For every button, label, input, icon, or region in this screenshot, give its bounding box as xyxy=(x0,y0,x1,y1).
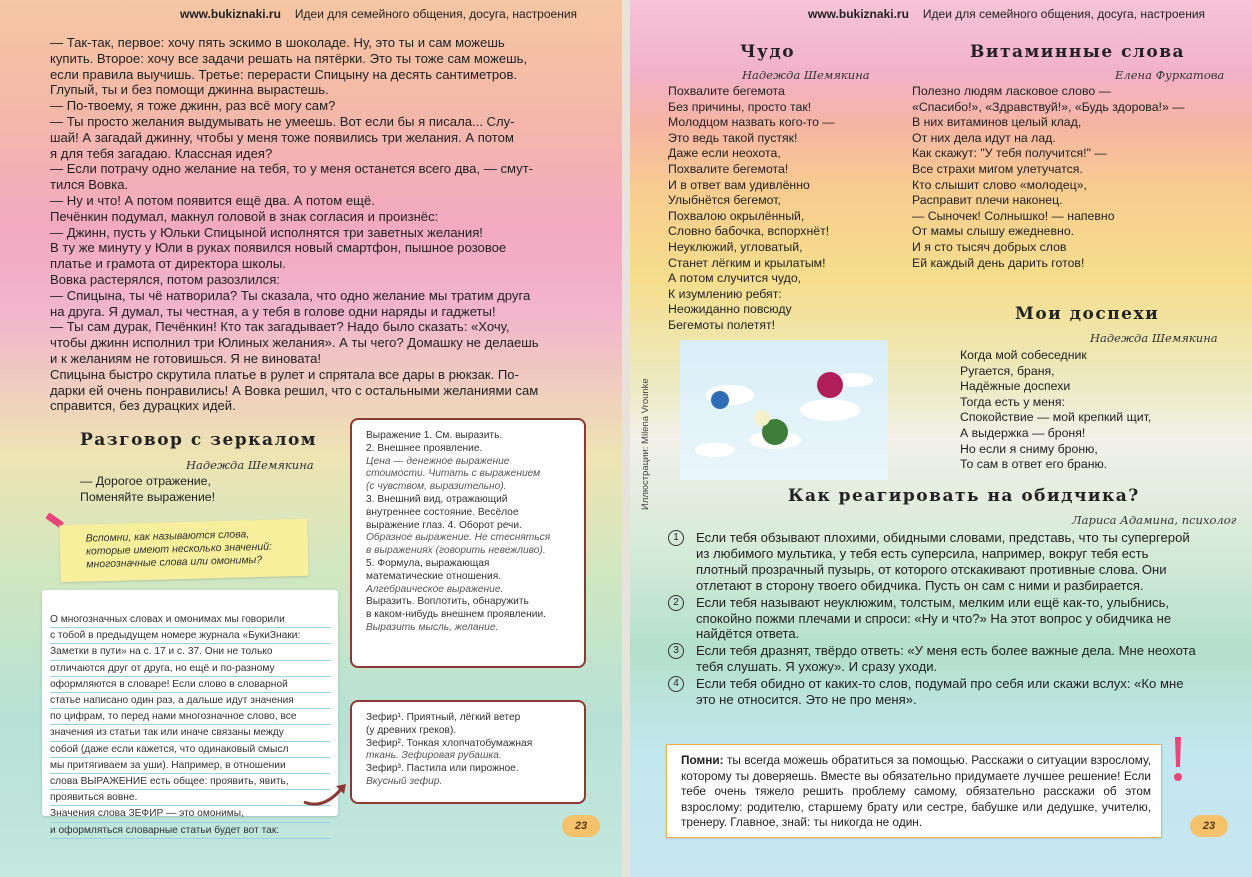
story-line: В ту же минуту у Юли в руках появился новый смартфон, пышное розовое xyxy=(50,240,507,256)
dictionary-frame-zefir xyxy=(350,700,586,804)
notebook-line: статье написано один раз, а дальше идут значения xyxy=(50,693,330,709)
notebook-text xyxy=(50,612,330,839)
poem-chudo-title: Чудо xyxy=(740,42,796,62)
poem-line: Поменяйте выражение! xyxy=(80,489,216,504)
poem-line: Неожиданно повсюду xyxy=(668,302,792,317)
dictionary-line: 3. Внешний вид, отражающий xyxy=(366,493,508,505)
story-line: — Так-так, первое: хочу пять эскимо в шоколаде. Ну, это ты и сам можешь xyxy=(50,35,505,50)
poem-line: Словно бабочка, вспорхнёт! xyxy=(668,224,830,239)
poem-line: Молодцом назвать кого-то — xyxy=(668,115,835,130)
poem-line: То сам в ответ его браню. xyxy=(960,457,1108,472)
page-number-right: 23 xyxy=(1190,815,1228,837)
poem-line: Ей каждый день дарить готов! xyxy=(912,255,1085,270)
advice-text: Если тебя обидно от каких-то слов, подумай про себя или скажи вслух: «Ко мне это не относится. Это не про меня». xyxy=(696,676,1184,708)
story-line: — Спицына, ты чё натворила? Ты сказала, что одно желание мы тратим друга xyxy=(50,287,531,303)
poem-line: И я сто тысяч добрых слов xyxy=(912,239,1067,254)
poem-line: Кто слышит слово «молодец», xyxy=(912,177,1087,192)
flying-hippos-illustration xyxy=(680,340,888,480)
notebook-line: с тобой в предыдущем номере журнала «БукиЗнаки: xyxy=(50,628,330,644)
story-line: тился Вовка. xyxy=(50,177,129,193)
poem-line: Расправит плечи наконец. xyxy=(912,193,1063,208)
story-line: на друга. Я думал, ты честная, а у тебя в голове одни наряды и гаджеты! xyxy=(50,303,496,319)
notebook-line: значения из статьи так или иначе связаны между xyxy=(50,725,330,741)
poem-line: В них витаминов целый клад, xyxy=(912,115,1082,130)
notebook-line: слова ВЫРАЖЕНИЕ есть общее: проявить, явить, xyxy=(50,774,330,790)
advice-text: Если тебя обзывают плохими, обидными словами, представь, что ты супергерой из любимого мультика, у тебя есть суперсила, например, вокруг тебя есть плотный прозрачный пузырь, от которого отскакивают противные слова. Они отлетают в сторону твоего обидчика. Пусть он сам с ними и разбирается. xyxy=(696,530,1190,593)
dictionary-line: Зефир³. Пастила или пирожное. xyxy=(366,763,519,775)
poem-line: Спокойствие — мой крепкий щит, xyxy=(960,410,1152,425)
poem-line: Станет лёгким и крылатым! xyxy=(668,255,826,270)
story-line: если правила выучишь. Третье: перерасти Спицыну на десять сантиметров. xyxy=(50,66,518,82)
remember-text xyxy=(681,753,1151,831)
left-page xyxy=(0,0,622,877)
story-line: я для тебя загадаю. Классная идея? xyxy=(50,145,273,161)
poem-line: К изумлению ребят: xyxy=(668,286,782,301)
advice-item xyxy=(668,643,1196,675)
poem-armor-title: Мои доспехи xyxy=(1015,304,1160,324)
dictionary-line: 5. Формула, выражающая xyxy=(366,557,490,569)
dictionary-line: (с чувством, выразительно). xyxy=(366,481,507,493)
advice-number-icon: 4 xyxy=(668,676,684,692)
notebook-line: мы притягиваем за уши). Например, в отношении xyxy=(50,758,330,774)
story-line: дарки ей очень понравились! А Вовка решил, что с остальными желаниями сам xyxy=(50,382,539,398)
advice-item xyxy=(668,676,1196,708)
dictionary-line: Выразить мысль, желание. xyxy=(366,621,499,633)
dictionary-line: Алгебраическое выражение. xyxy=(366,583,504,595)
story-line: шай! А загадай джинну, чтобы у меня тоже появились три желания. А потом xyxy=(50,129,514,145)
poem-line: Ругается, браня, xyxy=(960,363,1055,378)
story-line: — По-твоему, я тоже джинн, раз всё могу сам? xyxy=(50,98,336,114)
header-tagline: Идеи для семейного общения, досуга, настроения xyxy=(294,7,578,21)
poem-line: А выдержка — броня! xyxy=(960,425,1086,440)
story-line: Вовка растерялся, потом разозлился: xyxy=(50,271,280,287)
poem-line: — Дорогое отражение, xyxy=(80,474,211,488)
site-url[interactable]: www.bukiznaki.ru xyxy=(808,7,909,21)
advice-title: Как реагировать на обидчика? xyxy=(788,486,1140,506)
advice-number-icon: 3 xyxy=(668,643,684,659)
poem-line: От мамы слышу ежедневно. xyxy=(912,224,1075,239)
story-line: Печёнкин подумал, макнул головой в знак согласия и произнёс: xyxy=(50,208,439,224)
remember-body: ты всегда можешь обратиться за помощью. Расскажи о ситуации взрослому, которому ты доверяешь. Вместе вы обязательно придумаете лучшее решение! Если тебе очень тяжело решить проблему самому, обязательно расскажи об этом взрослому: родителю, старшему брату или сестре, бабушке или дедушке, учителю, тренеру. Главное, знай: ты никогда не один. xyxy=(681,753,1151,830)
sticky-note xyxy=(59,519,308,582)
poem-line: Тогда есть у меня: xyxy=(960,394,1065,409)
dictionary-entry-zefir xyxy=(366,712,574,789)
poem-armor-author: Надежда Шемякина xyxy=(1090,331,1218,345)
dictionary-entry-vyrazhenie xyxy=(366,430,574,635)
dictionary-line: Вкусный зефир. xyxy=(366,775,443,787)
story-line: платье и грамота от директора школы. xyxy=(50,256,286,272)
notebook-line: О многозначных словах и омонимах мы говорили xyxy=(50,612,330,628)
dictionary-line: Цена — денежное выражение xyxy=(366,455,510,467)
poem-line: Даже если неохота, xyxy=(668,146,781,161)
page-header-right xyxy=(808,7,1205,21)
header-tagline: Идеи для семейного общения, досуга, настроения xyxy=(922,7,1206,21)
advice-list xyxy=(668,530,1196,709)
dictionary-line: ткань. Зефировая рубашка. xyxy=(366,750,502,762)
dictionary-line: (у древних греков). xyxy=(366,724,457,736)
dictionary-line: Выразить. Воплотить, обнаружить xyxy=(366,596,529,608)
poem-mirror-lines xyxy=(80,474,215,505)
poem-line: От них дела идут на лад. xyxy=(912,130,1056,145)
story-line: — Ты просто желания выдумывать не умеешь. Вот если бы я писала... Слу- xyxy=(50,113,515,129)
remember-label: Помни: xyxy=(681,753,724,767)
notebook-line: по цифрам, то перед нами многозначное слово, все xyxy=(50,709,330,725)
advice-item xyxy=(668,595,1196,643)
advice-number-icon: 2 xyxy=(668,595,684,611)
dictionary-line: Зефир¹. Приятный, лёгкий ветер xyxy=(366,712,521,723)
dictionary-line: выражение глаз. 4. Оборот речи. xyxy=(366,519,522,531)
advice-item xyxy=(668,530,1196,594)
dictionary-line: в каком-нибудь внешнем проявлении. xyxy=(366,609,546,621)
poem-chudo-lines xyxy=(668,84,835,334)
remember-box xyxy=(666,744,1162,838)
poem-mirror-title: Разговор с зеркалом xyxy=(80,430,318,450)
poem-vitamins-title: Витаминные слова xyxy=(970,42,1186,62)
advice-text: Если тебя называют неуклюжим, толстым, мелким или ещё как-то, улыбнись, спокойно пожми плечами и спроси: «Ну и что?» На этот вопрос у обидчика не найдётся ответа. xyxy=(696,594,1172,642)
notebook-panel xyxy=(42,590,338,836)
dictionary-line: 2. Внешнее проявление. xyxy=(366,442,483,454)
dictionary-line: Образное выражение. Не стесняться xyxy=(366,532,551,544)
advice-author: Лариса Адамина, психолог xyxy=(1072,513,1237,527)
sticky-note-text: Вспомни, как называются слова, которые имеют несколько значений: многозначные слова или омонимы? xyxy=(85,528,273,571)
story-line: Глупый, ты и без помощи джинна вырастешь. xyxy=(50,82,329,98)
dictionary-line: в выражениях (говорить невежливо). xyxy=(366,545,546,557)
poem-vitamins-lines xyxy=(912,84,1185,271)
poem-line: Как скажут: "У тебя получится!" — xyxy=(912,146,1107,161)
dictionary-line: математические отношения. xyxy=(366,570,502,582)
poem-line: Полезно людям ласковое слово — xyxy=(912,84,1111,98)
dictionary-line: Выражение 1. См. выразить. xyxy=(366,430,503,441)
poem-vitamins-author: Елена Фуркатова xyxy=(1115,68,1225,82)
notebook-line: оформляются в словаре! Если слово в словарной xyxy=(50,677,330,693)
poem-chudo-author: Надежда Шемякина xyxy=(742,68,870,82)
page-gutter xyxy=(622,0,630,877)
poem-line: — Сыночек! Солнышко! — напевно xyxy=(912,208,1115,223)
poem-line: Похвалою окрылённый, xyxy=(668,208,805,223)
poem-line: «Спасибо!», «Здравствуй!», «Будь здорова!» — xyxy=(912,99,1185,114)
notebook-line: отличаются друг от друга, но ещё и по-разному xyxy=(50,661,330,677)
poem-line: Похвалите бегемота! xyxy=(668,161,789,176)
story-line: чтобы джинн исполнил три Юлиных желания». А ты чего? Домашку не делаешь xyxy=(50,335,539,351)
story-line: купить. Второе: хочу все задачи решать на пятёрки. Это ты тоже сам можешь, xyxy=(50,50,528,66)
poem-line: Это ведь такой пустяк! xyxy=(668,130,798,145)
story-line: — Джинн, пусть у Юльки Спицыной исполнятся три заветных желания! xyxy=(50,224,483,240)
poem-line: Надёжные доспехи xyxy=(960,379,1071,394)
story-line: и к желаниям не готовишься. Я не виновата! xyxy=(50,350,321,366)
dictionary-line: Зефир². Тонкая хлопчатобумажная xyxy=(366,737,533,749)
story-line: — Ты сам дурак, Печёнкин! Кто так загадывает? Надо было сказать: «Хочу, xyxy=(50,319,510,335)
page-header-left xyxy=(180,7,577,21)
story-line: справится, без дурацких идей. xyxy=(50,398,236,414)
advice-text: Если тебя дразнят, твёрдо ответь: «У меня есть более важные дела. Мне неохота тебя слушать. Я ухожу». И сразу уходи. xyxy=(696,643,1196,675)
dictionary-line: стоимости. Читать с выражением xyxy=(366,468,541,480)
poem-mirror-author: Надежда Шемякина xyxy=(186,458,314,472)
notebook-line: и оформляться словарные статьи будет вот так: xyxy=(50,823,330,839)
poem-line: Неуклюжий, угловатый, xyxy=(668,239,803,254)
illustration-credit: Иллюстрации: Milena Vrounke xyxy=(640,378,651,510)
poem-line: Бегемоты полетят! xyxy=(668,317,776,332)
dictionary-line: внутреннее состояние. Весёлое xyxy=(366,506,519,518)
advice-number-icon: 1 xyxy=(668,530,684,546)
story-line: Спицына быстро скрутила платье в рулет и спрятала все дары в рюкзак. По- xyxy=(50,366,519,382)
story-line: — Если потрачу одно желание на тебя, то у меня останется всего два, — смут- xyxy=(50,161,534,177)
page-number-left: 23 xyxy=(562,815,600,837)
curved-arrow-icon xyxy=(300,780,350,810)
notebook-line: Заметки в пути» на с. 17 и с. 37. Они не только xyxy=(50,644,330,660)
poem-line: Все страхи мигом улетучатся. xyxy=(912,161,1083,176)
poem-line: Улыбнётся бегемот, xyxy=(668,193,781,208)
poem-line: Но если я сниму броню, xyxy=(960,441,1098,456)
poem-line: Похвалите бегемота xyxy=(668,84,785,98)
story-text xyxy=(40,35,585,414)
site-url[interactable]: www.bukiznaki.ru xyxy=(180,7,281,21)
poem-line: Без причины, просто так! xyxy=(668,99,812,114)
story-line: — Ну и что! А потом появится ещё два. А потом ещё. xyxy=(50,192,375,208)
poem-armor-lines xyxy=(960,348,1151,473)
dictionary-frame-vyrazhenie xyxy=(350,418,586,668)
notebook-line: собой (даже если кажется, что одинаковый смысл xyxy=(50,742,330,758)
poem-line: Когда мой собеседник xyxy=(960,348,1087,362)
notebook-line: Значения слова ЗЕФИР — это омонимы, xyxy=(50,806,330,822)
notebook-line: проявиться вовне. xyxy=(50,790,330,806)
poem-line: И в ответ вам удивлённо xyxy=(668,177,810,192)
exclamation-icon xyxy=(1170,735,1186,783)
poem-line: А потом случится чудо, xyxy=(668,271,802,286)
